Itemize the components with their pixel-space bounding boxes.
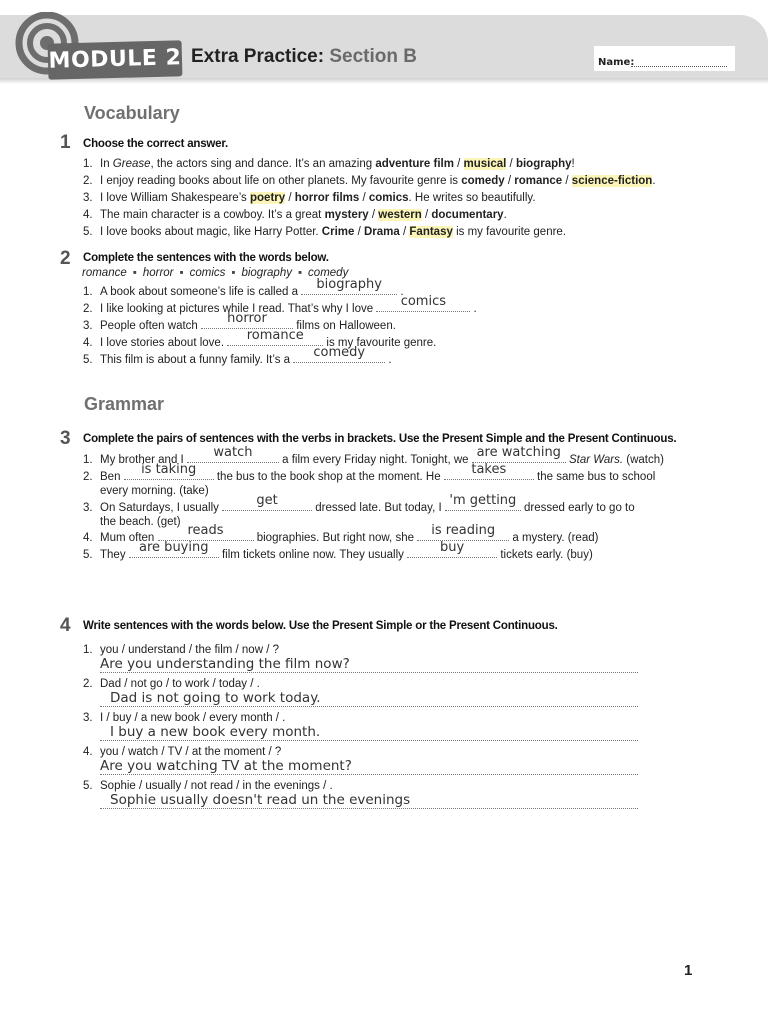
exercise-3-instruction: Complete the pairs of sentences with the verbs in brackets. Use the Present Simple and the Present Continuous. (83, 433, 677, 445)
sentence-text: In (100, 158, 113, 170)
verb-blank[interactable] (124, 462, 214, 480)
sentence-text: My brother and I (100, 454, 187, 466)
option-separator: / (399, 226, 410, 238)
exercise-4-number: 4 (60, 615, 71, 636)
word-bank-word: comedy (308, 267, 349, 279)
sentence-text: Mum often (100, 532, 158, 544)
answer-blank-answer: horror (227, 311, 267, 326)
prompt-text: Sophie / usually / not read / in the evenings / . (100, 780, 333, 792)
prompt-text: I / buy / a new book / every month / . (100, 712, 286, 724)
answer-option[interactable]: mystery (324, 209, 369, 221)
written-answer: Are you watching TV at the moment? (100, 758, 352, 774)
module-badge: MODULE 2 (48, 40, 183, 79)
answer-blank[interactable] (376, 294, 470, 312)
item-number: 3. (83, 502, 93, 514)
exercise-1-number: 1 (60, 132, 71, 153)
sentence-text: On Saturdays, I usually (100, 502, 223, 514)
answer-blank-answer: comedy (313, 345, 366, 360)
answer-option[interactable]: biography (515, 158, 572, 170)
written-answer: Dad is not going to work today. (110, 690, 321, 706)
sentence-text: This film is about a funny family. It’s a (100, 354, 294, 366)
sentence-text: tickets early. (buy) (497, 549, 593, 561)
word-bank-bullet: ▪ (132, 267, 137, 279)
item-number: 4. (83, 532, 93, 544)
word-bank-word: romance (82, 267, 127, 279)
sentence-text: . (503, 209, 507, 221)
exercise-2-instruction: Complete the sentences with the words below. (83, 252, 329, 264)
option-separator: / (354, 226, 364, 238)
title-section: Section B (329, 46, 417, 67)
item-number: 2. (83, 303, 93, 315)
sentence-text: is my favourite genre. (323, 337, 437, 349)
answer-option[interactable]: western (378, 209, 422, 221)
answer-blank[interactable] (293, 345, 385, 363)
sentence-text: a mystery. (read) (509, 532, 599, 544)
answer-option[interactable]: musical (463, 158, 507, 170)
sentence-text: dressed late. But today, I (312, 502, 445, 514)
answer-option[interactable]: Crime (321, 226, 355, 238)
sentence-text: , the actors sing and dance. It’s an amazing (150, 158, 376, 170)
answer-blank-answer: romance (246, 328, 304, 343)
sentence-text: . He writes so beautifully. (408, 192, 536, 204)
verb-blank-answer: reads (187, 523, 224, 538)
item-number: 1. (83, 454, 93, 466)
title-italic: Grease (112, 158, 151, 170)
sentence-text: . (470, 303, 477, 315)
sentence-text: a film every Friday night. Tonight, we (278, 454, 472, 466)
sentence-text: . (397, 286, 404, 298)
sentence-text: . (385, 354, 392, 366)
exercise-1-instruction: Choose the correct answer. (83, 138, 228, 150)
name-label: Name: (598, 57, 635, 68)
film-title: Star Wars. (565, 454, 624, 466)
verb-blank-answer: are buying (139, 540, 209, 555)
answer-blank-answer: biography (316, 277, 382, 292)
exercise-4-instruction: Write sentences with the words below. Use the Present Simple or the Present Continuous. (83, 620, 558, 632)
grammar-heading: Grammar (84, 394, 165, 414)
sentence-text: film tickets online now. They usually (218, 549, 408, 561)
verb-blank-answer: get (256, 493, 278, 508)
sentence-text: (watch) (623, 454, 664, 466)
word-bank-word: comics (189, 267, 226, 279)
option-separator: / (506, 158, 516, 170)
sentence-text: They (100, 549, 129, 561)
item-number: 2. (83, 471, 93, 483)
exercise-1-item (83, 190, 536, 206)
sentence-text: I love stories about love. (100, 337, 228, 349)
answer-option[interactable]: Drama (364, 226, 400, 238)
exercise-2-number: 2 (60, 248, 71, 269)
exercise-2-item (83, 345, 392, 368)
option-separator: / (504, 175, 515, 187)
item-number: 3. (83, 320, 93, 332)
item-number: 2. (83, 678, 93, 690)
exercise-3-item (83, 540, 593, 563)
verb-blank-answer: watch (213, 445, 253, 460)
option-separator: / (453, 158, 464, 170)
option-separator: / (359, 192, 369, 204)
sentence-text: I enjoy reading books about life on other planets. My favourite genre is (100, 175, 462, 187)
verb-blank[interactable] (407, 540, 497, 558)
sentence-text: biographies. But right now, she (253, 532, 418, 544)
item-number: 3. (83, 712, 93, 724)
header-shadow (0, 78, 768, 84)
item-number: 1. (83, 286, 93, 298)
page-number: 1 (684, 962, 693, 979)
sentence-text: I like looking at pictures while I read. That’s why I love (100, 303, 377, 315)
exercise-3-item-continuation: the beach. (get) (100, 516, 181, 528)
verb-blank[interactable] (445, 493, 521, 511)
item-number: 4. (83, 337, 93, 349)
verb-blank-answer: is reading (431, 523, 496, 538)
exercise-1-item (83, 173, 656, 189)
sentence-text: dressed early to go to (520, 502, 635, 514)
option-separator: / (562, 175, 572, 187)
exercise-1-item (83, 156, 575, 172)
answer-option[interactable]: science-fiction (571, 175, 653, 187)
verb-blank-answer: 'm getting (449, 493, 517, 508)
verb-blank[interactable] (444, 462, 534, 480)
sentence-text: The main character is a cowboy. It’s a great (100, 209, 325, 221)
prompt-text: you / watch / TV / at the moment / ? (100, 746, 282, 758)
sentence-text: People often watch (100, 320, 202, 332)
verb-blank[interactable] (129, 540, 219, 558)
verb-blank[interactable] (222, 493, 312, 511)
word-bank-bullet: ▪ (179, 267, 184, 279)
option-separator: / (421, 209, 432, 221)
option-separator: / (285, 192, 295, 204)
verb-blank-answer: are watching (476, 445, 561, 460)
sentence-text: the bus to the book shop at the moment. He (213, 471, 444, 483)
item-number: 1. (83, 158, 93, 170)
sentence-text: A book about someone’s life is called a (100, 286, 302, 298)
prompt-text: you / understand / the film / now / ? (100, 644, 279, 656)
item-number: 4. (83, 746, 93, 758)
written-answer: I buy a new book every month. (110, 724, 321, 740)
item-number: 5. (83, 780, 93, 792)
item-number: 5. (83, 226, 93, 238)
name-field[interactable] (631, 66, 727, 67)
item-number: 2. (83, 175, 93, 187)
answer-option[interactable]: Fantasy (409, 226, 453, 238)
answer-option[interactable]: poetry (250, 192, 286, 204)
word-bank-bullet: ▪ (231, 267, 236, 279)
sentence-text: . (652, 175, 656, 187)
answer-option[interactable]: horror films (294, 192, 360, 204)
answer-option[interactable]: documentary (431, 209, 504, 221)
sentence-text: ! (571, 158, 575, 170)
exercise-1-item (83, 207, 507, 223)
word-bank-word: horror (142, 267, 174, 279)
answer-option[interactable]: adventure film (375, 158, 454, 170)
word-bank-bullet: ▪ (297, 267, 303, 279)
answer-option[interactable]: comedy (461, 175, 505, 187)
verb-blank-answer: takes (471, 462, 507, 477)
sentence-text: is my favourite genre. (452, 226, 567, 238)
sentence-text: Ben (100, 471, 124, 483)
item-number: 5. (83, 549, 93, 561)
item-number: 3. (83, 192, 93, 204)
verb-blank-answer: buy (440, 540, 465, 555)
answer-option[interactable]: comics (368, 192, 409, 204)
exercise-3-item-continuation: every morning. (take) (100, 485, 209, 497)
item-number: 1. (83, 644, 93, 656)
sentence-text: I love William Shakespeare’s (100, 192, 250, 204)
exercise-1-item (83, 224, 566, 240)
page-title (191, 46, 417, 68)
item-number: 5. (83, 354, 93, 366)
exercise-3-number: 3 (60, 428, 71, 449)
vocabulary-heading: Vocabulary (84, 103, 180, 123)
word-bank-word: biography (241, 267, 292, 279)
sentence-text: films on Halloween. (293, 320, 396, 332)
answer-blank-answer: comics (400, 294, 446, 309)
item-number: 4. (83, 209, 93, 221)
written-answer: Sophie usually doesn't read un the evenings (110, 792, 411, 808)
option-separator: / (368, 209, 379, 221)
title-main: Extra Practice: (191, 46, 325, 67)
written-answer: Are you understanding the film now? (100, 656, 350, 672)
sentence-text: the same bus to school (533, 471, 656, 483)
verb-blank-answer: is taking (141, 462, 197, 477)
sentence-text: I love books about magic, like Harry Potter. (100, 226, 322, 238)
exercise-2-item (83, 277, 404, 300)
answer-option[interactable]: romance (514, 175, 563, 187)
prompt-text: Dad / not go / to work / today / . (100, 678, 260, 690)
